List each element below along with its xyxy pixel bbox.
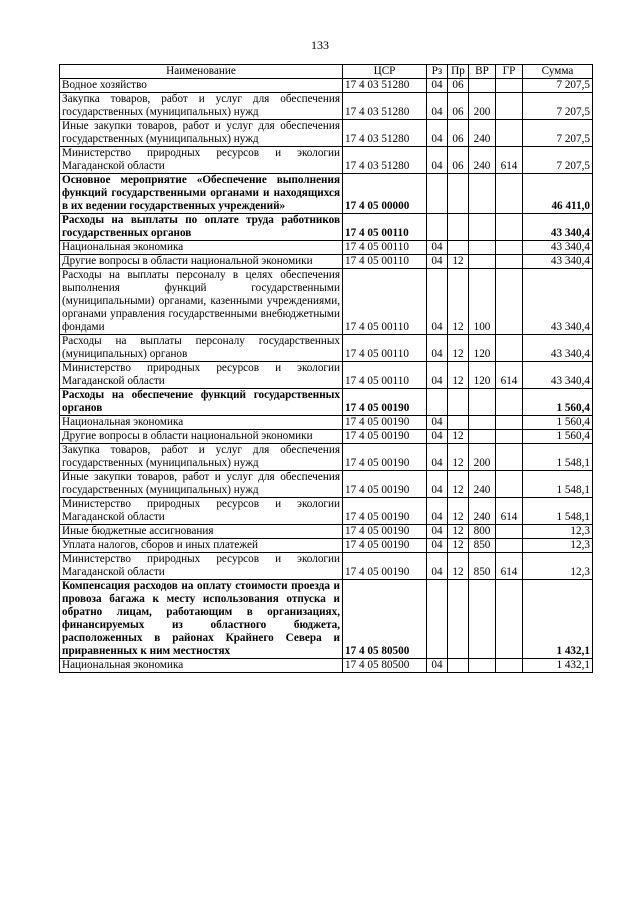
- cell-csr: 17 4 05 00190: [343, 471, 427, 498]
- cell-name: Министерство природных ресурсов и экологии Магаданской области: [60, 498, 343, 525]
- cell-vr: [469, 174, 496, 214]
- cell-name: Министерство природных ресурсов и экологии Магаданской области: [60, 362, 343, 389]
- cell-sum: 7 207,5: [523, 120, 593, 147]
- cell-pr: 12: [448, 362, 469, 389]
- cell-vr: 240: [469, 120, 496, 147]
- cell-csr: 17 4 05 00190: [343, 416, 427, 430]
- cell-sum: 1 560,4: [523, 389, 593, 416]
- cell-rz: 04: [427, 241, 448, 255]
- cell-gr: [496, 255, 523, 269]
- cell-csr: 17 4 05 80500: [343, 580, 427, 659]
- cell-sum: 43 340,4: [523, 269, 593, 335]
- cell-vr: 100: [469, 269, 496, 335]
- cell-name: Министерство природных ресурсов и экологии Магаданской области: [60, 147, 343, 174]
- cell-csr: 17 4 05 00110: [343, 335, 427, 362]
- cell-name: Закупка товаров, работ и услуг для обеспечения государственных (муниципальных) нужд: [60, 93, 343, 120]
- table-body: [60, 79, 593, 673]
- cell-pr: 12: [448, 553, 469, 580]
- table-row: [60, 444, 593, 471]
- table-row: [60, 553, 593, 580]
- cell-rz: 04: [427, 553, 448, 580]
- cell-sum: 12,3: [523, 525, 593, 539]
- cell-gr: [496, 214, 523, 241]
- cell-rz: [427, 580, 448, 659]
- cell-rz: 04: [427, 539, 448, 553]
- cell-vr: [469, 389, 496, 416]
- table-row: [60, 525, 593, 539]
- cell-rz: 04: [427, 335, 448, 362]
- cell-csr: 17 4 05 00190: [343, 498, 427, 525]
- cell-gr: [496, 335, 523, 362]
- cell-rz: 04: [427, 147, 448, 174]
- cell-name: Другие вопросы в области национальной экономики: [60, 255, 343, 269]
- cell-gr: [496, 93, 523, 120]
- cell-sum: 1 548,1: [523, 444, 593, 471]
- cell-name: Иные бюджетные ассигнования: [60, 525, 343, 539]
- cell-rz: 04: [427, 471, 448, 498]
- table-row: [60, 269, 593, 335]
- cell-vr: 120: [469, 335, 496, 362]
- table-row: [60, 580, 593, 659]
- cell-csr: 17 4 03 51280: [343, 79, 427, 93]
- cell-rz: [427, 174, 448, 214]
- cell-rz: 04: [427, 120, 448, 147]
- cell-sum: 1 548,1: [523, 471, 593, 498]
- cell-rz: 04: [427, 498, 448, 525]
- cell-pr: 12: [448, 525, 469, 539]
- cell-pr: 12: [448, 498, 469, 525]
- table-row: [60, 471, 593, 498]
- cell-sum: 1 548,1: [523, 498, 593, 525]
- cell-gr: [496, 79, 523, 93]
- cell-sum: 1 432,1: [523, 580, 593, 659]
- cell-pr: [448, 580, 469, 659]
- cell-pr: 12: [448, 430, 469, 444]
- table-row: [60, 659, 593, 673]
- cell-csr: 17 4 03 51280: [343, 120, 427, 147]
- cell-name: Расходы на обеспечение функций государственных органов: [60, 389, 343, 416]
- table-row: [60, 93, 593, 120]
- cell-pr: 06: [448, 147, 469, 174]
- cell-csr: 17 4 05 00190: [343, 525, 427, 539]
- cell-csr: 17 4 05 00190: [343, 389, 427, 416]
- cell-sum: 12,3: [523, 539, 593, 553]
- cell-pr: 12: [448, 539, 469, 553]
- cell-rz: 04: [427, 362, 448, 389]
- cell-pr: 06: [448, 79, 469, 93]
- table-row: [60, 174, 593, 214]
- cell-gr: [496, 444, 523, 471]
- header-name: Наименование: [60, 65, 343, 79]
- cell-pr: [448, 214, 469, 241]
- cell-vr: [469, 659, 496, 673]
- cell-gr: [496, 269, 523, 335]
- table-row: [60, 416, 593, 430]
- cell-vr: 200: [469, 444, 496, 471]
- cell-rz: [427, 389, 448, 416]
- cell-gr: [496, 430, 523, 444]
- cell-name: Расходы на выплаты по оплате труда работников государственных органов: [60, 214, 343, 241]
- cell-gr: [496, 174, 523, 214]
- cell-sum: 43 340,4: [523, 214, 593, 241]
- cell-csr: 17 4 05 00110: [343, 362, 427, 389]
- cell-pr: [448, 416, 469, 430]
- cell-pr: 06: [448, 120, 469, 147]
- cell-vr: 850: [469, 539, 496, 553]
- cell-name: Другие вопросы в области национальной экономики: [60, 430, 343, 444]
- cell-sum: 43 340,4: [523, 241, 593, 255]
- cell-gr: [496, 389, 523, 416]
- cell-pr: [448, 174, 469, 214]
- cell-vr: [469, 430, 496, 444]
- cell-csr: 17 4 05 00190: [343, 430, 427, 444]
- cell-gr: [496, 525, 523, 539]
- cell-sum: 1 432,1: [523, 659, 593, 673]
- table-row: [60, 214, 593, 241]
- cell-vr: [469, 79, 496, 93]
- cell-gr: 614: [496, 362, 523, 389]
- cell-sum: 43 340,4: [523, 335, 593, 362]
- table-row: [60, 335, 593, 362]
- cell-csr: 17 4 05 00000: [343, 174, 427, 214]
- cell-gr: [496, 659, 523, 673]
- cell-gr: 614: [496, 498, 523, 525]
- table-header-row: [60, 65, 593, 79]
- cell-sum: 43 340,4: [523, 255, 593, 269]
- cell-sum: 1 560,4: [523, 430, 593, 444]
- cell-rz: 04: [427, 269, 448, 335]
- table-row: [60, 120, 593, 147]
- cell-pr: [448, 241, 469, 255]
- cell-name: Министерство природных ресурсов и экологии Магаданской области: [60, 553, 343, 580]
- cell-gr: 614: [496, 553, 523, 580]
- cell-rz: 04: [427, 93, 448, 120]
- cell-name: Иные закупки товаров, работ и услуг для обеспечения государственных (муниципальных) нужд: [60, 471, 343, 498]
- header-gr: ГР: [496, 65, 523, 79]
- cell-name: Уплата налогов, сборов и иных платежей: [60, 539, 343, 553]
- cell-vr: [469, 214, 496, 241]
- cell-name: Национальная экономика: [60, 241, 343, 255]
- cell-name: Закупка товаров, работ и услуг для обеспечения государственных (муниципальных) нужд: [60, 444, 343, 471]
- cell-pr: 12: [448, 471, 469, 498]
- cell-csr: 17 4 03 51280: [343, 147, 427, 174]
- table-row: [60, 389, 593, 416]
- cell-csr: 17 4 05 00110: [343, 255, 427, 269]
- cell-name: Компенсация расходов на оплату стоимости проезда и провоза багажа к месту использования отпуска и обратно лицам, работающим в организациях, финансируемых из областного бюджета, расположенных в районах Крайнего Севера и приравненных к ним местностях: [60, 580, 343, 659]
- cell-csr: 17 4 05 80500: [343, 659, 427, 673]
- cell-name: Основное мероприятие «Обеспечение выполнения функций государственными органами и находящихся в их ведении государственных учреждений»: [60, 174, 343, 214]
- table-row: [60, 147, 593, 174]
- cell-rz: 04: [427, 416, 448, 430]
- cell-rz: 04: [427, 659, 448, 673]
- cell-gr: [496, 471, 523, 498]
- cell-rz: 04: [427, 525, 448, 539]
- cell-vr: 800: [469, 525, 496, 539]
- header-sum: Сумма: [523, 65, 593, 79]
- cell-vr: 850: [469, 553, 496, 580]
- cell-name: Иные закупки товаров, работ и услуг для обеспечения государственных (муниципальных) нужд: [60, 120, 343, 147]
- table-row: [60, 241, 593, 255]
- cell-name: Расходы на выплаты персоналу государственных (муниципальных) органов: [60, 335, 343, 362]
- cell-pr: 06: [448, 93, 469, 120]
- table-row: [60, 79, 593, 93]
- header-rz: Рз: [427, 65, 448, 79]
- cell-rz: 04: [427, 444, 448, 471]
- cell-rz: 04: [427, 255, 448, 269]
- cell-gr: [496, 416, 523, 430]
- cell-csr: 17 4 05 00190: [343, 553, 427, 580]
- cell-pr: 12: [448, 269, 469, 335]
- cell-sum: 7 207,5: [523, 147, 593, 174]
- cell-csr: 17 4 05 00190: [343, 539, 427, 553]
- cell-name: Национальная экономика: [60, 416, 343, 430]
- cell-vr: [469, 416, 496, 430]
- cell-vr: [469, 580, 496, 659]
- table-row: [60, 430, 593, 444]
- cell-gr: [496, 241, 523, 255]
- cell-pr: 12: [448, 255, 469, 269]
- cell-rz: 04: [427, 79, 448, 93]
- cell-rz: [427, 214, 448, 241]
- cell-csr: 17 4 05 00190: [343, 444, 427, 471]
- header-csr: ЦСР: [343, 65, 427, 79]
- table-row: [60, 539, 593, 553]
- cell-pr: [448, 389, 469, 416]
- cell-csr: 17 4 03 51280: [343, 93, 427, 120]
- cell-gr: [496, 539, 523, 553]
- cell-name: Расходы на выплаты персоналу в целях обеспечения выполнения функций государственными (муниципальными) органами, казенными учреждениями, органами управления государственными внебюджетными фондами: [60, 269, 343, 335]
- budget-table: [59, 64, 593, 673]
- cell-vr: 240: [469, 147, 496, 174]
- cell-gr: [496, 580, 523, 659]
- table-row: [60, 255, 593, 269]
- header-pr: Пр: [448, 65, 469, 79]
- cell-rz: 04: [427, 430, 448, 444]
- cell-sum: 7 207,5: [523, 93, 593, 120]
- cell-sum: 43 340,4: [523, 362, 593, 389]
- cell-vr: 200: [469, 93, 496, 120]
- cell-pr: 12: [448, 335, 469, 362]
- cell-sum: 7 207,5: [523, 79, 593, 93]
- table-row: [60, 498, 593, 525]
- cell-gr: [496, 120, 523, 147]
- cell-vr: 240: [469, 498, 496, 525]
- page-number: 133: [311, 38, 329, 52]
- cell-name: Национальная экономика: [60, 659, 343, 673]
- cell-vr: 240: [469, 471, 496, 498]
- cell-sum: 46 411,0: [523, 174, 593, 214]
- cell-vr: 120: [469, 362, 496, 389]
- cell-vr: [469, 241, 496, 255]
- cell-pr: 12: [448, 444, 469, 471]
- table-row: [60, 362, 593, 389]
- cell-gr: 614: [496, 147, 523, 174]
- cell-name: Водное хозяйство: [60, 79, 343, 93]
- header-vr: ВР: [469, 65, 496, 79]
- cell-csr: 17 4 05 00110: [343, 269, 427, 335]
- cell-csr: 17 4 05 00110: [343, 241, 427, 255]
- cell-pr: [448, 659, 469, 673]
- cell-csr: 17 4 05 00110: [343, 214, 427, 241]
- cell-sum: 12,3: [523, 553, 593, 580]
- cell-sum: 1 560,4: [523, 416, 593, 430]
- cell-vr: [469, 255, 496, 269]
